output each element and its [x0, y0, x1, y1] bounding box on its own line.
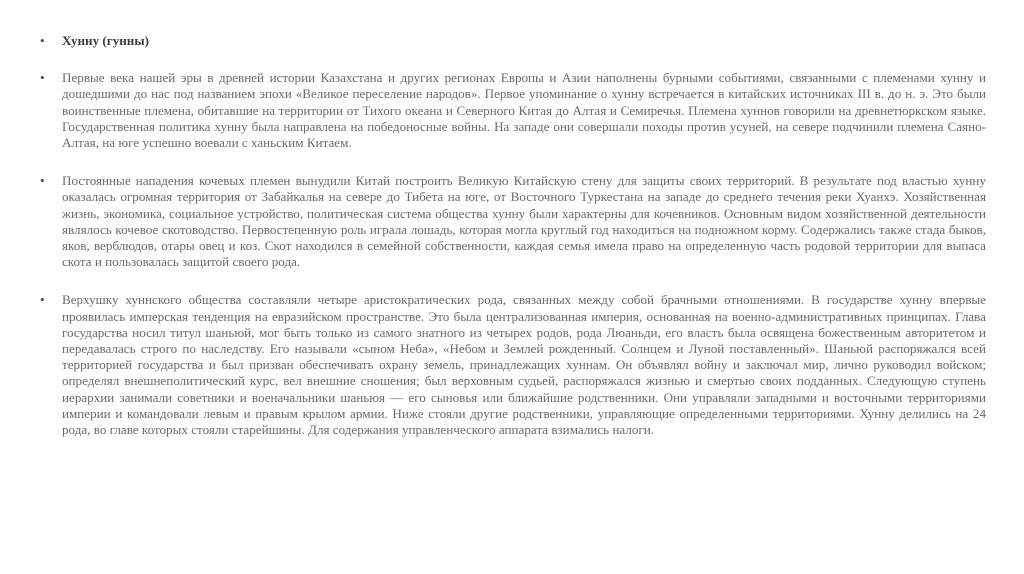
paragraph-text: Постоянные нападения кочевых племен вынудили Китай построить Великую Китайскую стену для защиты своих территорий. В результате под властью хунну оказалась огромная территория от Забайкалья на севере до Тибета на юге, от Восточного Туркестана на западе до среднего течения реки Хуанхэ. Хозяйственная жизнь, экономика, социальное устройство, политическая система общества хунну были характерны для кочевников. Основным видом хозяйственной деятельности являлось кочевое скотоводство. Первостепенную роль играла лошадь, которая могла круглый год находиться на подножном корму. Содержались также стада быков, яков, верблюдов, отары овец и коз. Скот находился в семейной собственности, каждая семья имела право на определенную часть родовой территории для выпаса скота и пользовалась защитой своего рода. [62, 173, 986, 270]
paragraph-item [40, 173, 986, 270]
bullet-icon: • [40, 173, 45, 189]
paragraph-item [40, 292, 986, 438]
paragraph-text: Первые века нашей эры в древней истории Казахстана и других регионах Европы и Азии наполнены бурными событиями, связанными с племенами хунну и дошедшими до нас под названием эпохи «Великое переселение народов». Первое упоминание о хунну встречается в китайских источниках III в. до н. э. Это были воинственные племена, обитавшие на территории от Тихого океана и Северного Китая до Алтая и Семиречья. Племена хуннов говорили на древнетюркском языке. Государственная политика хунну была направлена на победоносные войны. На западе они совершали походы против усуней, на севере подчинили племена Саяно-Алтая, на юге успешно воевали с ханьским Китаем. [62, 70, 986, 151]
bullet-list [40, 33, 986, 460]
paragraph-text: Верхушку хуннского общества составляли четыре аристократических рода, связанных между собой брачными отношениями. В государстве хунну впервые проявилась имперская тенденция на евразийском пространстве. Это была централизованная империя, основанная на военно-административных принципах. Глава государства носил титул шаньюй, мог быть только из самого знатного из четырех родов, рода Люаньди, его власть была освящена божественным авторитетом и передавалась строго по наследству. Его называли «сыном Неба», «Небом и Землей рожденный. Солнцем и Луной поставленный». Шаньюй распоряжался всей территорией государства и был призван обеспечивать охрану земель, принадлежащих хуннам. Он объявлял войну и заключал мир, лично руководил войском; определял внешнеполитический курс, вел внешние сношения; был верховным судьей, распоряжался жизнью и смертью своих подданных. Следующую ступень иерархии занимали советники и военачальники шаньюя — его сыновья или ближайшие родственники. Они управляли западными и восточными территориями империи и командовали левым и правым крылом армии. Ниже стояли другие родственники, управляющие определенными территориями. Хунну делились на 24 рода, во главе которых стояли старейшины. Для содержания управленческого аппарата взимались налоги. [62, 292, 986, 438]
bullet-icon: • [40, 70, 45, 86]
paragraph-item [40, 70, 986, 151]
slide-title-item [40, 33, 986, 49]
slide-title: Хунну (гунны) [62, 33, 149, 48]
bullet-icon: • [40, 292, 45, 308]
bullet-icon: • [40, 33, 45, 48]
